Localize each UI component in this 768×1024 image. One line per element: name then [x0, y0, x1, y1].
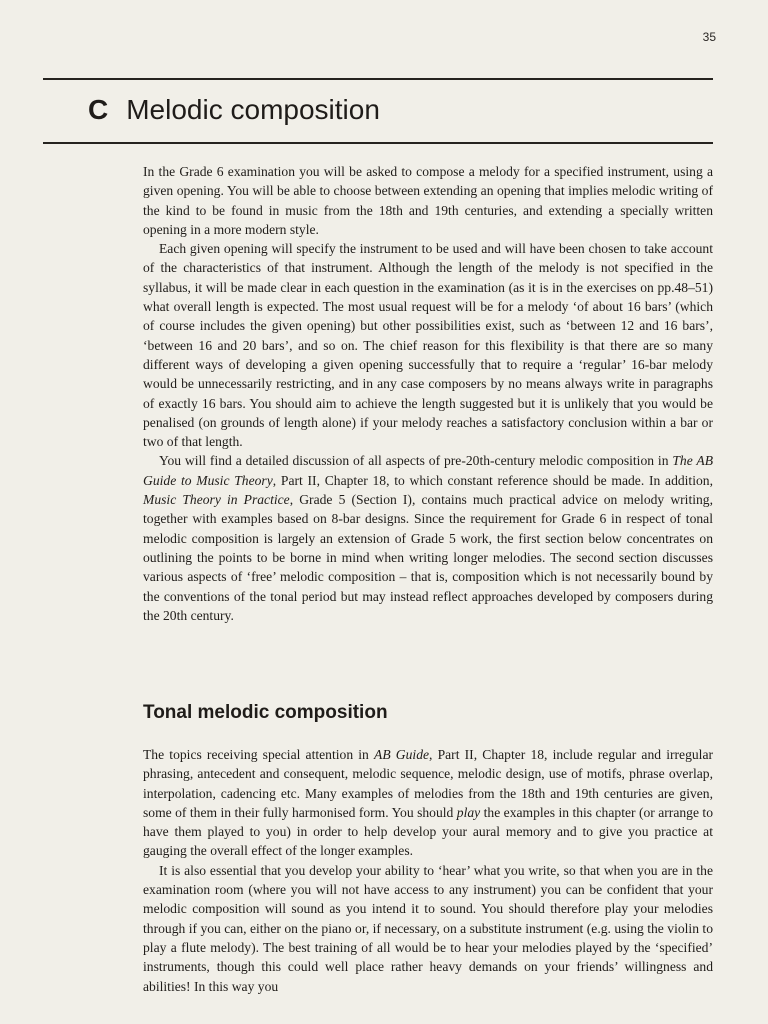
tonal-section	[143, 745, 713, 996]
chapter-title: Melodic composition	[126, 94, 380, 125]
text-run: , Grade 5 (Section I), contains much practical advice on melody writing, together with examples based on 8-bar designs. Since the requirement for Grade 6 in respect of tonal melodic composition is largely an extension of Grade 5 work, the first section below concentrates on outlining the points to be borne in mind when writing longer melodies. The second section discusses various aspects of ‘free’ melodic composition – that is, composition which is not necessarily bound by the conventions of the tonal period but may instead reflect approaches developed by composers during the 20th century.	[143, 492, 713, 623]
page-number: 35	[702, 30, 716, 44]
text-run: , Part II, Chapter 18, to which constant reference should be made. In addition,	[272, 472, 713, 488]
intro-paragraph-2: Each given opening will specify the instrument to be used and will have been chosen to take account of the characteristics of that instrument. Although the length of the melody is not specified in the syllabus, it will be made clear in each question in the examination (as it is in the exercises on pp.48–51) what overall length is expected. The most usual request will be for a melody ‘of about 16 bars’ (which of course includes the given opening) but other possibilities exist, such as ‘between 12 and 16 bars’, ‘between 16 and 20 bars’, and so on. The chief reason for this flexibility is that there are so many different ways of developing a given opening successfully that to require a ‘regular’ 16-bar melody would be unnecessarily restricting, and in any case composers by no means always write in paragraphs of exactly 16 bars. You should aim to achieve the length suggested but it is unlikely that you would be penalised (on grounds of length alone) if your melody reaches a satisfactory conclusion within a bar or two of that length.	[143, 241, 713, 450]
book-title-ab-guide: The AB Guide to Music Theory	[143, 453, 713, 488]
book-title-theory-in-practice: Music Theory in Practice	[143, 492, 290, 508]
tonal-paragraph-1	[143, 745, 713, 861]
book-title-ab-guide: AB Guide	[374, 747, 430, 762]
section-heading-tonal: Tonal melodic composition	[143, 702, 388, 723]
intro-section	[143, 162, 713, 625]
text-run: , Part II, Chapter 18, include regular and irregular phrasing, antecedent and consequent, melodic sequence, melodic design, use of motifs, phrase overlap, interpolation, cadencing etc. Many examples of melodies from the 18th and 19th centuries are given, some of them in their fully harmonised form. You should	[143, 747, 714, 820]
emphasis-play: play	[456, 804, 481, 820]
tonal-paragraph-2: It is also essential that you develop your ability to ‘hear’ what you write, so that when you are in the examination room (where you will not have access to any instrument) you can be confident that your melodic composition will sound as you intend it to sound. You should therefore play your melodies through if you can, either on the piano or, if necessary, on a substitute instrument (e.g. using the violin to play a flute melody). The best training of all would be to hear your melodies played by the ‘specified’ instruments, though this could well place rather heavy demands on your friends’ willingness and abilities! In this way you	[143, 862, 713, 994]
intro-paragraph-1: In the Grade 6 examination you will be asked to compose a melody for a specified instrument, using a given opening. You will be able to choose between extending an opening that implies melodic writing of the kind to be found in music from the 18th and 19th centuries, and extending a specially written opening in a more modern style.	[143, 164, 713, 237]
intro-paragraph-3	[143, 451, 713, 625]
text-run: You will find a detailed discussion of all aspects of pre-20th-century melodic composition in	[159, 453, 673, 469]
chapter-heading	[88, 94, 380, 126]
text-run: The topics receiving special attention in	[143, 747, 375, 762]
text-run: the examples in this chapter (or arrange to have them played to you) in order to help develop your aural memory and to give you practice at gauging the overall effect of the longer examples.	[143, 804, 714, 859]
bottom-rule	[43, 142, 713, 144]
chapter-letter: C	[88, 94, 109, 125]
top-rule	[43, 78, 713, 80]
